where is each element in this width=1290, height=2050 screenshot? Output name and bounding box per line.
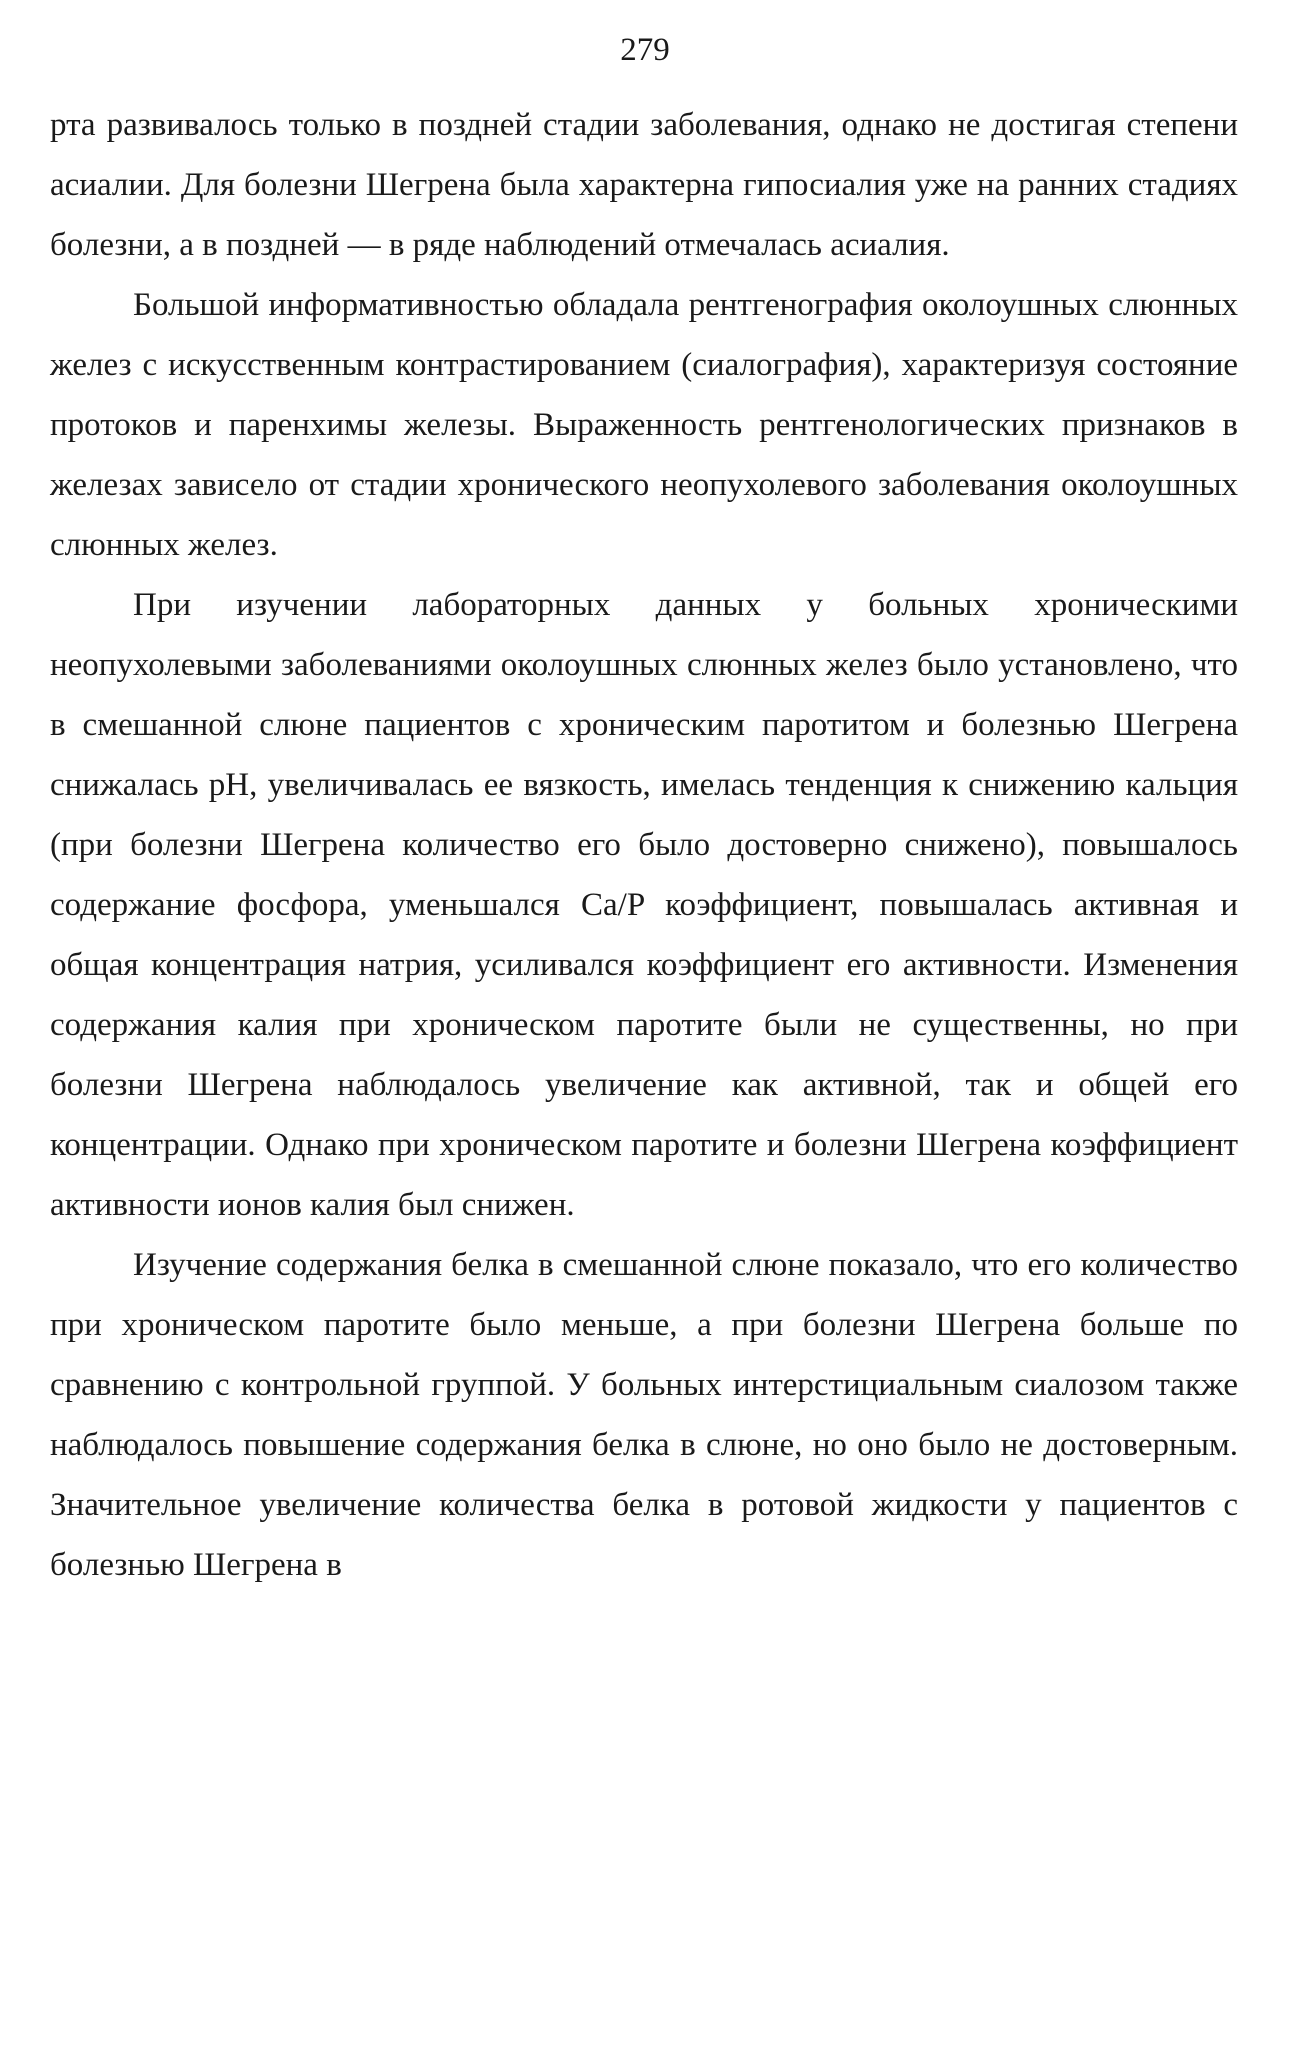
paragraph-laboratory-data: При изучении лабораторных данных у больных хроническими неопухолевыми заболеваниями околоушных слюнных желез было установлено, что в смешанной слюне пациентов с хроническим паротитом и болезнью Шегрена снижалась pH, увеличивалась ее вязкость, имелась тенденция к снижению кальция (при болезни Шегрена количество его было достоверно снижено), повышалось содержание фосфора, уменьшался Ca/P коэффициент, повышалась активная и общая концентрация натрия, усиливался коэффициент его активности. Изменения содержания калия при хроническом паротите были не существенны, но при болезни Шегрена наблюдалось увеличение как активной, так и общей его концентрации. Однако при хроническом паротите и болезни Шегрена коэффициент активности ионов калия был снижен. <box>50 587 1238 1223</box>
text-body <box>50 95 1238 1595</box>
page-number: 279 <box>620 32 670 68</box>
paragraph-sialography: Большой информативностью обладала рентгенография околоушных слюнных желез с искусственным контрастированием (сиалография), характеризуя состояние протоков и паренхимы железы. Выраженность рентгенологических признаков в железах зависело от стадии хронического неопухолевого заболевания околоушных слюнных желез. <box>50 287 1238 563</box>
paragraph-protein-content: Изучение содержания белка в смешанной слюне показало, что его количество при хроническом паротите было меньше, а при болезни Шегрена больше по сравнению с контрольной группой. У больных интерстициальным сиалозом также наблюдалось повышение содержания белка в слюне, но оно было не достоверным. Значительное увеличение количества белка в ротовой жидкости у пациентов с болезнью Шегрена в <box>50 1247 1238 1583</box>
paragraph-continuation: рта развивалось только в поздней стадии заболевания, однако не достигая степени асиалии. Для болезни Шегрена была характерна гипосиалия уже на ранних стадиях болезни, а в поздней — в ряде наблюдений отмечалась асиалия. <box>50 107 1238 263</box>
